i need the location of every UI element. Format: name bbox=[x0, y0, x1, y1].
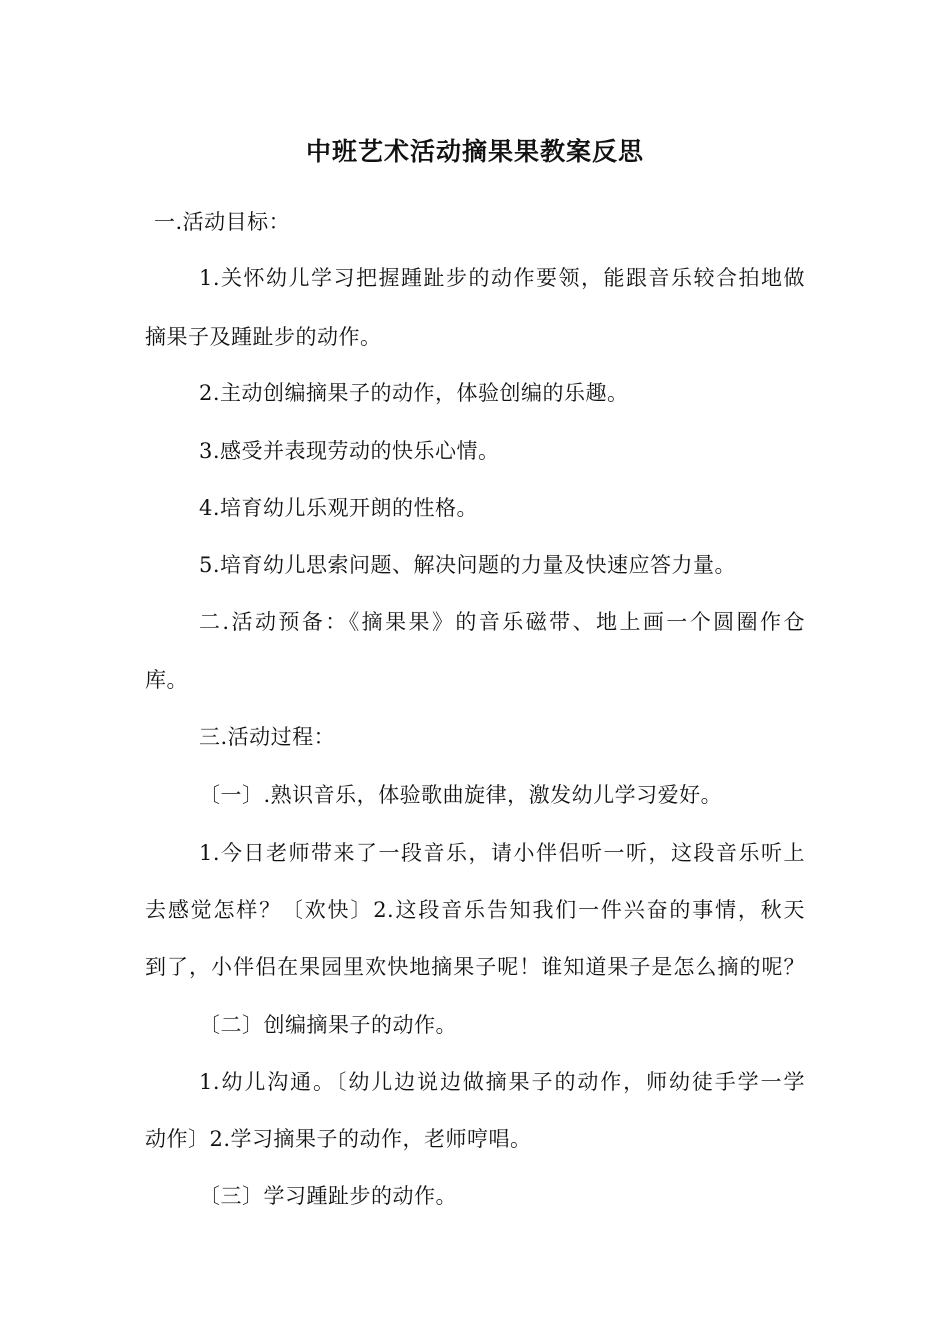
paragraph-line: 1.今日老师带来了一段音乐，请小伴侣听一听，这段音乐听上 bbox=[199, 841, 805, 865]
paragraph-line: 动作〕2.学习摘果子的动作，老师哼唱。 bbox=[145, 1127, 532, 1151]
paragraph-line: 1.幼儿沟通。〔幼儿边说边做摘果子的动作，师幼徒手学一学 bbox=[199, 1070, 805, 1094]
paragraph-line: 到了，小伴侣在果园里欢快地摘果子呢！谁知道果子是怎么摘的呢？ bbox=[145, 955, 805, 979]
section-heading-process: 三.活动过程： bbox=[199, 725, 336, 749]
section-heading-goals: 一.活动目标： bbox=[154, 210, 291, 234]
paragraph-line: 3.感受并表现劳动的快乐心情。 bbox=[199, 439, 500, 463]
document-title: 中班艺术活动摘果果教案反思 bbox=[305, 137, 644, 166]
subsection-heading: 〔二〕创编摘果子的动作。 bbox=[199, 1013, 457, 1037]
paragraph-line: 摘果子及踵趾步的动作。 bbox=[145, 325, 382, 349]
paragraph-line: 去感觉怎样？〔欢快〕2.这段音乐告知我们一件兴奋的事情，秋天 bbox=[145, 898, 805, 922]
paragraph-line: 库。 bbox=[145, 668, 188, 692]
paragraph-line: 2.主动创编摘果子的动作，体验创编的乐趣。 bbox=[199, 381, 629, 405]
subsection-heading: 〔三〕学习踵趾步的动作。 bbox=[199, 1184, 457, 1208]
paragraph-line: 1.关怀幼儿学习把握踵趾步的动作要领，能跟音乐较合拍地做 bbox=[199, 266, 805, 290]
subsection-heading: 〔一〕.熟识音乐，体验歌曲旋律，激发幼儿学习爱好。 bbox=[199, 783, 723, 807]
section-heading-preparation: 二.活动预备：《摘果果》的音乐磁带、地上画一个圆圈作仓 bbox=[199, 610, 805, 634]
paragraph-line: 4.培育幼儿乐观开朗的性格。 bbox=[199, 496, 479, 520]
paragraph-line: 5.培育幼儿思索问题、解决问题的力量及快速应答力量。 bbox=[199, 553, 737, 577]
